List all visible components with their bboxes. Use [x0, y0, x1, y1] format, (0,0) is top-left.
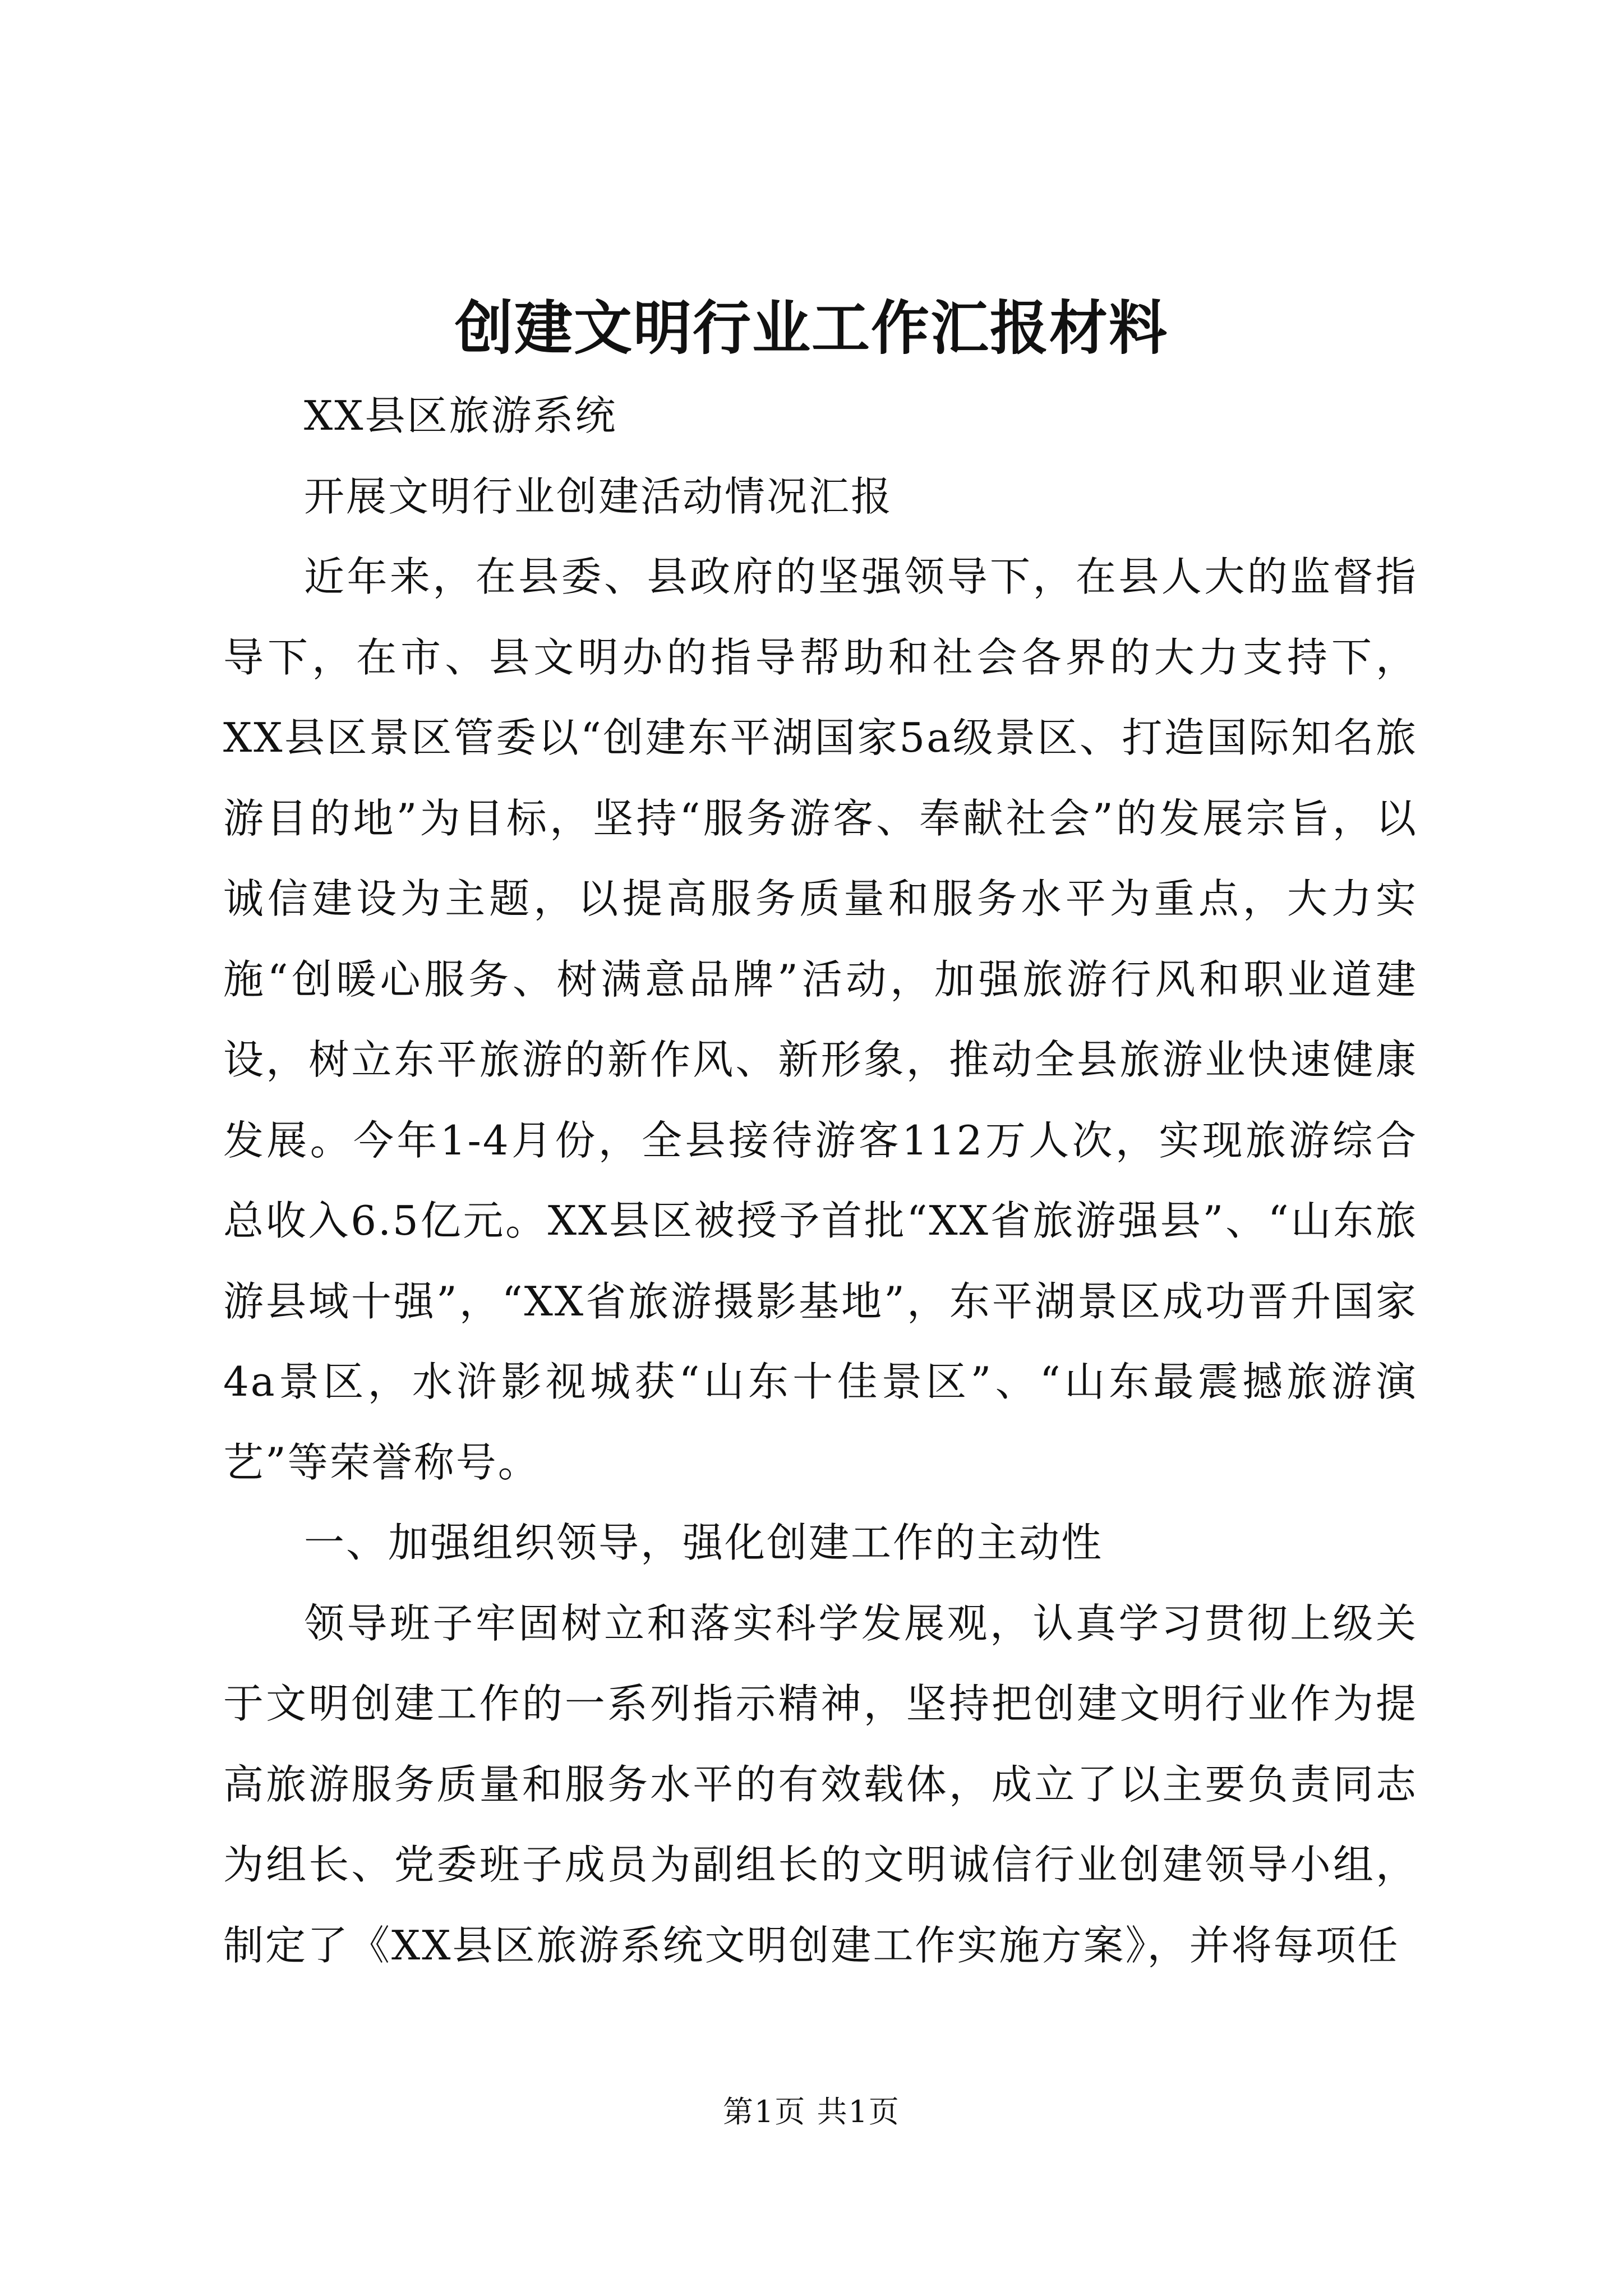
intro-paragraph: 近年来，在县委、县政府的坚强领导下，在县人大的监督指导下，在市、县文明办的指导帮助和社会各界的大力支持下，XX县区景区管委以“创建东平湖国家5a级景区、打造国际知名旅游目的地”为目标，坚持“服务游客、奉献社会”的发展宗旨，以诚信建设为主题，以提高服务质量和服务水平为重点，大力实施“创暖心服务、树满意品牌”活动，加强旅游行风和职业道建设，树立东平旅游的新作风、新形象，推动全县旅游业快速健康发展。今年1-4月份，全县接待游客112万人次，实现旅游综合总收入6.5亿元。XX县区被授予首批“XX省旅游强县”、“山东旅游县域十强”，“XX省旅游摄影基地”，东平湖景区成功晋升国家4a景区，水浒影视城获“山东十佳景区”、“山东最震撼旅游演艺”等荣誉称号。	[223, 553, 1418, 1486]
org-line: XX县区旅游系统	[304, 392, 617, 439]
subtitle-line: 开展文明行业创建活动情况汇报	[304, 472, 893, 520]
document-body	[223, 376, 1418, 1986]
section-heading: 一、加强组织领导，强化创建工作的主动性	[304, 1519, 1104, 1566]
section-paragraph: 领导班子牢固树立和落实科学发展观，认真学习贯彻上级关于文明创建工作的一系列指示精神，坚持把创建文明行业作为提高旅游服务质量和服务水平的有效载体，成立了以主要负责同志为组长、党委班子成员为副组长的文明诚信行业创建领导小组，制定了《XX县区旅游系统文明创建工作实施方案》，并将每项任	[223, 1599, 1418, 1969]
document-title: 创建文明行业工作汇报材料	[454, 293, 1168, 362]
page-number-footer: 第1页 共1页	[723, 2094, 900, 2129]
